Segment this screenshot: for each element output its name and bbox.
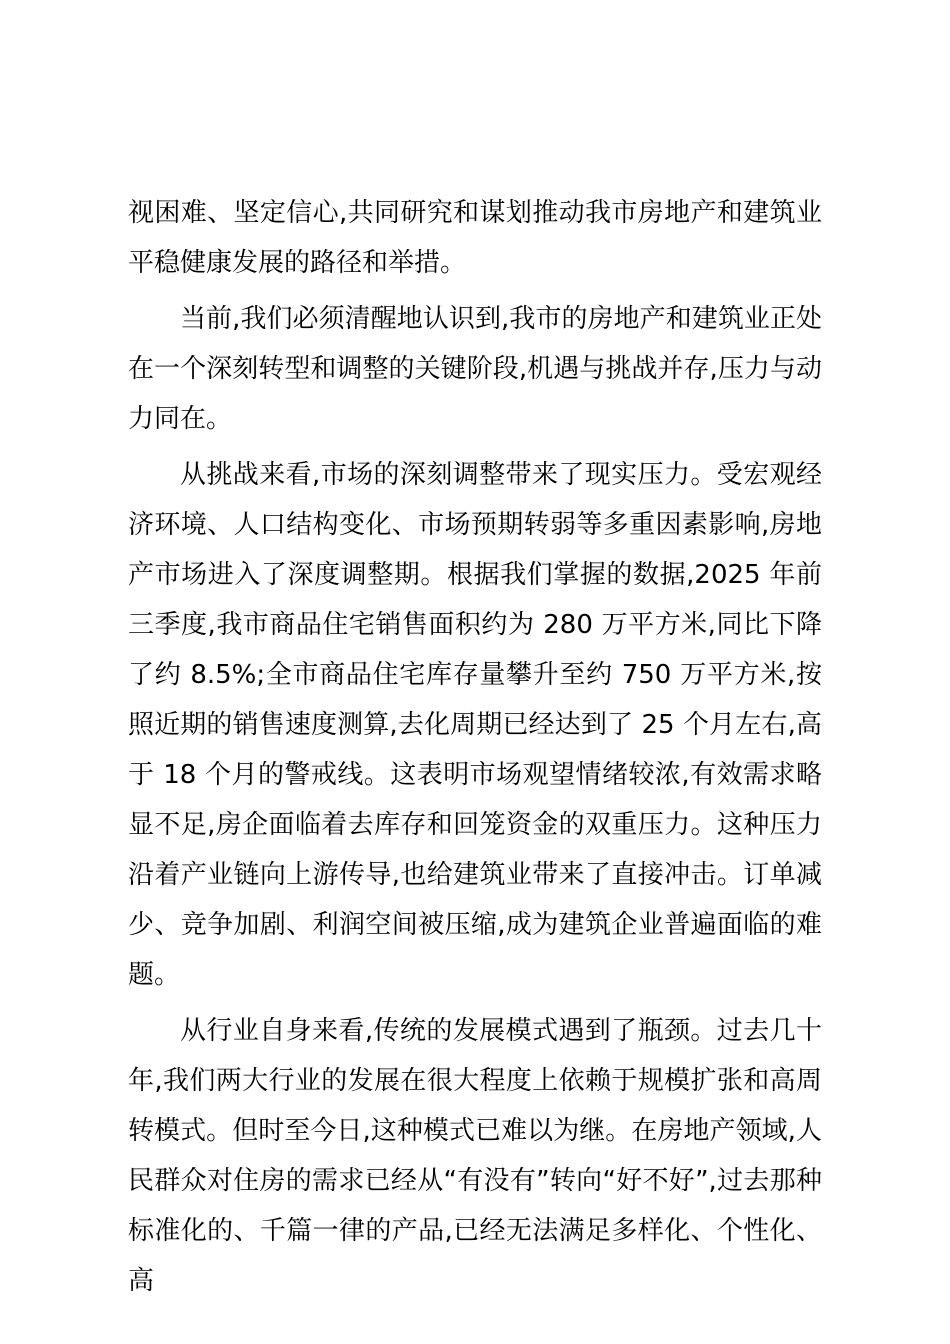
paragraph-2: 当前,我们必须清醒地认识到,我市的房地产和建筑业正处在一个深刻转型和调整的关键阶段,机遇与挑战并存,压力与动力同在。: [128, 304, 822, 434]
paragraph-1: 视困难、坚定信心,共同研究和谋划推动我市房地产和建筑业平稳健康发展的路径和举措。: [128, 198, 822, 278]
paragraph-3: 从挑战来看,市场的深刻调整带来了现实压力。受宏观经济环境、人口结构变化、市场预期转弱等多重因素影响,房地产市场进入了深度调整期。根据我们掌握的数据,2025 年前三季度,我市商品住宅销售面积约为 280 万平方米,同比下降了约 8.5%;全市商品住宅库存量攀升至约 750 万平方米,按照近期的销售速度测算,去化周期已经达到了 25 个月左右,高于 18 个月的警戒线。这表明市场观望情绪较浓,有效需求略显不足,房企面临着去库存和回笼资金的双重压力。这种压力沿着产业链向上游传导,也给建筑业带来了直接冲击。订单减少、竞争加剧、利润空间被压缩,成为建筑企业普遍面临的难题。: [128, 460, 822, 990]
paragraph-4: 从行业自身来看,传统的发展模式遇到了瓶颈。过去几十年,我们两大行业的发展在很大程度上依赖于规模扩张和高周转模式。但时至今日,这种模式已难以为继。在房地产领域,人民群众对住房的需求已经从“有没有”转向“好不好”,过去那种标准化的、千篇一律的产品,已经无法满足多样化、个性化、高: [128, 1016, 822, 1296]
document-body: [128, 188, 822, 1312]
